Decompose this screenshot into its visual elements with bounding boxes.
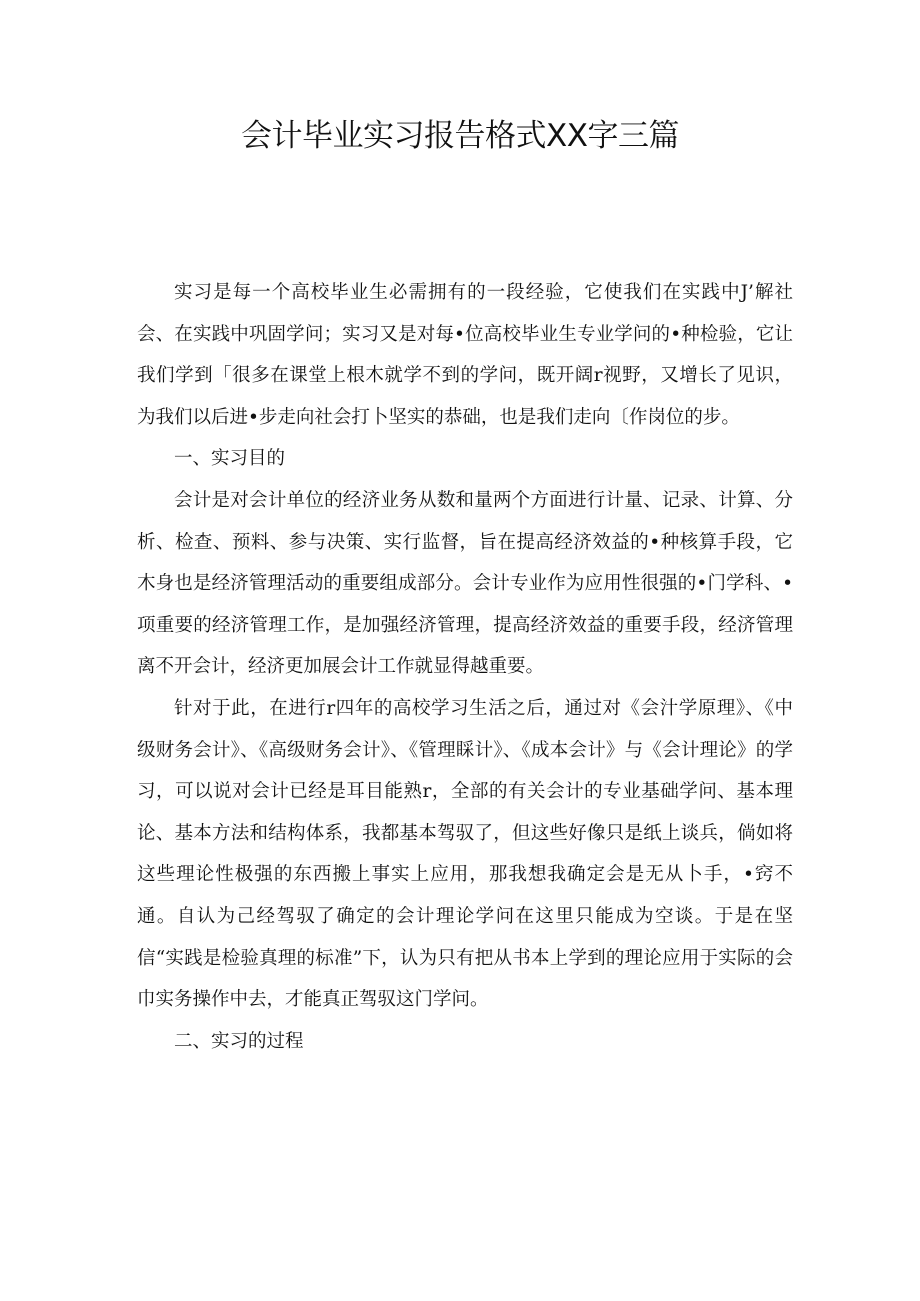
section-heading-process: 二、实习的过程	[174, 1030, 304, 1052]
document-title: 会计毕业实习报告格式XX字三篇	[241, 118, 679, 154]
section-heading-purpose: 一、实习目的	[174, 448, 286, 470]
purpose-paragraph-1: 会计是对会计单位的经济业务从数和量两个方面进行计量、记录、计算、分析、检查、预料、参与决策、实行监督，旨在提高经济效益的•种核算手段，它木身也是经济管理活动的重要组成部分。会计专业作为应用性很强的•门学科、•项重要的经济管理工作，是加强经济管理，提高经济效益的重要手段，经济管理离不开会计，经济更加展会计工作就显得越重要。	[137, 489, 793, 678]
purpose-paragraph-2: 针对于此，在进行r四年的高校学习生活之后，通过对《会汁学原理》、《中级财务会计》、《高级财务会计》、《管理睬计》、《成本会计》与《会计理论》的学习，可以说对会计已经是耳目能熟r，全部的有关会计的专业基础学问、基本理论、基本方法和结构体系，我都基本驾驭了，但这些好像只是纸上谈兵，倘如将这些理论性极强的东西搬上事实上应用，那我想我确定会是无从卜手，•窍不通。自认为己经驾驭了确定的会计理论学问在这里只能成为空谈。于是在坚信“实践是检验真理的标准”下，认为只有把从书本上学到的理论应用于实际的会巾实务操作中去，才能真正驾驭这门学问。	[137, 697, 793, 1011]
intro-paragraph: 实习是每一个高校毕业生必需拥有的一段经验，它使我们在实践中J’解社会、在实践中巩固学问；实习又是对每•位高校毕业生专业学问的•种检验，它让我们学到「很多在课堂上根木就学不到的学问，既开阔r视野，又增长了见识，为我们以后进•步走向社会打卜坚实的恭础，也是我们走向〔作岗位的步。	[137, 282, 793, 428]
document-body	[137, 272, 793, 1062]
